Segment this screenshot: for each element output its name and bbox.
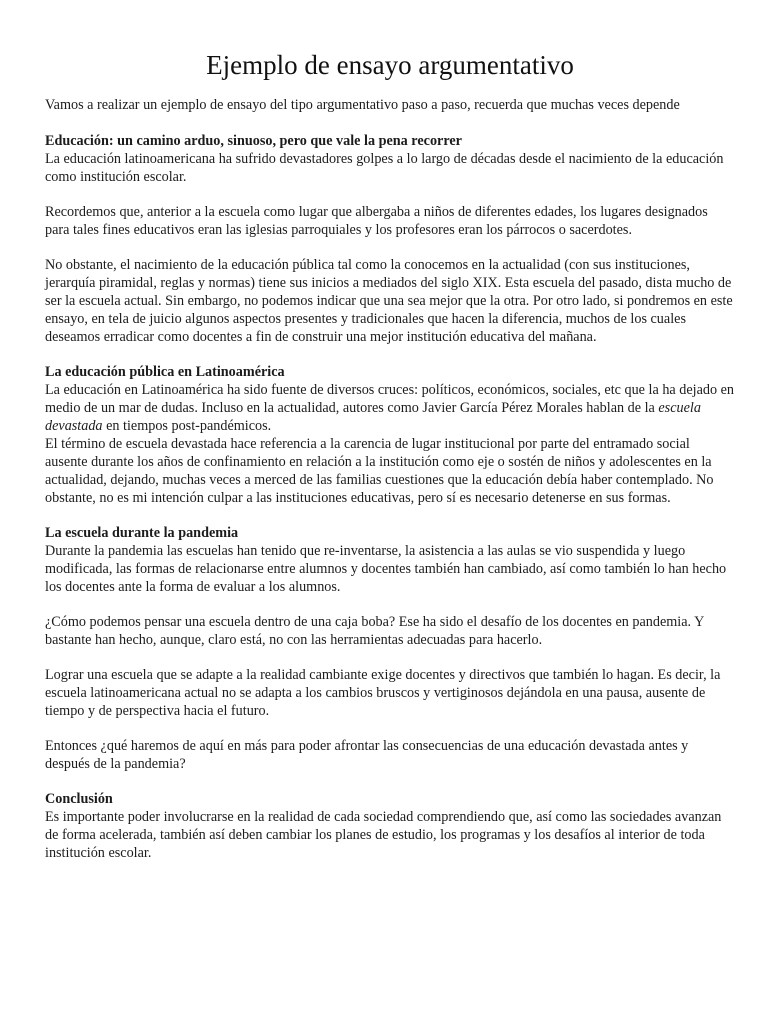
body-paragraph: Entonces ¿qué haremos de aquí en más para poder afrontar las consecuencias de una educación devastada antes y después de la pandemia? <box>45 738 689 772</box>
body-paragraph: ¿Cómo podemos pensar una escuela dentro de una caja boba? Ese ha sido el desafío de los docentes en pandemia. Y bastante han hecho, aunque, claro está, no con las herramientas adecuadas para hacerlo. <box>45 614 704 648</box>
body-paragraph: Lograr una escuela que se adapte a la realidad cambiante exige docentes y directivos que también lo hagan. Es decir, la escuela latinoamericana actual no se adapta a los cambios bruscos y vertiginosos dejándola en una pausa, ausente de tiempo y de perspectiva hacia el futuro. <box>45 667 721 719</box>
essay-section <box>45 363 735 507</box>
body-paragraph: No obstante, el nacimiento de la educación pública tal como la conocemos en la actualidad (con sus instituciones, jerarquía piramidal, reglas y normas) tiene sus inicios a mediados del siglo XIX. Esta escuela del pasado, dista mucho de ser la escuela actual. Sin embargo, no podemos indicar que una sea mejor que la otra. Por otro lado, si pondremos en este ensayo, en tela de juicio algunos aspectos presentes y tradicionales que hacen la diferencia, muchos de los cuales deseamos erradicar como docentes a fin de construir una mejor institución educativa del mañana. <box>45 257 733 345</box>
intro-paragraph: Vamos a realizar un ejemplo de ensayo del tipo argumentativo paso a paso, recuerda que muchas veces depende <box>45 97 680 113</box>
essay-body <box>45 132 735 862</box>
section-heading: Conclusión <box>45 791 113 807</box>
section-heading: La educación pública en Latinoamérica <box>45 364 285 380</box>
essay-section <box>45 132 735 346</box>
document-page <box>45 48 735 879</box>
essay-section <box>45 790 735 862</box>
body-paragraph: La educación latinoamericana ha sufrido devastadores golpes a lo largo de décadas desde el nacimiento de la educación como institución escolar. <box>45 151 724 185</box>
section-heading: La escuela durante la pandemia <box>45 525 239 541</box>
section-heading: Educación: un camino arduo, sinuoso, pero que vale la pena recorrer <box>45 133 462 149</box>
body-paragraph: Durante la pandemia las escuelas han tenido que re-inventarse, la asistencia a las aulas se vio suspendida y luego modificada, las formas de relacionarse entre alumnos y docentes también han cambiado, así como también lo han hecho los docentes ante la forma de evaluar a los alumnos. <box>45 543 727 595</box>
paragraph-text: en tiempos post-pandémicos. <box>102 418 272 434</box>
essay-section <box>45 524 735 773</box>
emphasized-term: escuela devastada <box>45 400 701 434</box>
document-title: Ejemplo de ensayo argumentativo <box>206 50 574 80</box>
body-paragraph: Recordemos que, anterior a la escuela como lugar que albergaba a niños de diferentes edades, los lugares designados para tales fines educativos eran las iglesias parroquiales y los profesores eran los párrocos o sacerdotes. <box>45 204 708 238</box>
body-paragraph: El término de escuela devastada hace referencia a la carencia de lugar institucional por parte del entramado social ausente durante los años de confinamiento en relación a la institución como eje o sostén de niños y adolescentes en la actualidad, dejando, muchas veces a merced de las familias cuestiones que la educación debía haber contemplado. No obstante, no es mi intención culpar a las instituciones educativas, pero sí es necesario detenerse en sus formas. <box>45 436 714 506</box>
paragraph-text: La educación en Latinoamérica ha sido fuente de diversos cruces: políticos, económicos, sociales, etc que la ha dejado en medio de un mar de dudas. Incluso en la actualidad, autores como Javier García Pérez Morales hablan de la <box>45 382 735 416</box>
body-paragraph: Es importante poder involucrarse en la realidad de cada sociedad comprendiendo que, así como las sociedades avanzan de forma acelerada, también así deben cambiar los planes de estudio, los programas y los desafíos al interior de toda institución escolar. <box>45 809 722 861</box>
body-paragraph <box>45 381 735 435</box>
